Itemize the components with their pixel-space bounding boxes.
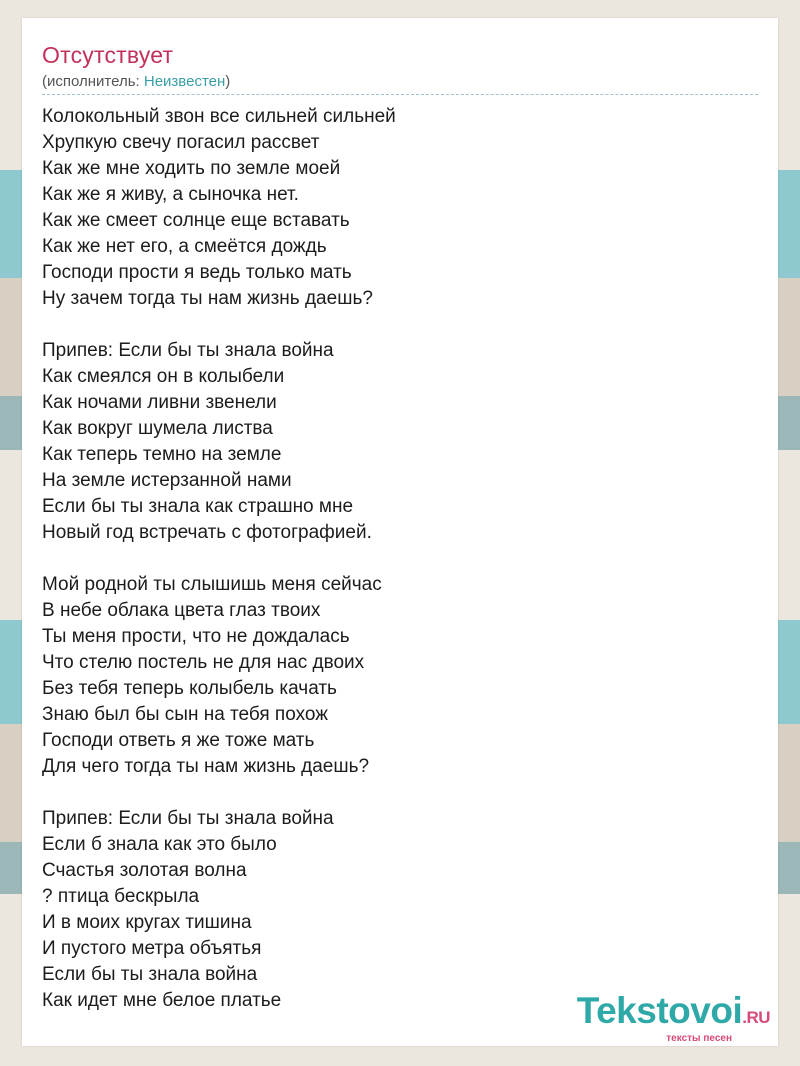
lyric-line: Как идет мне белое платье xyxy=(42,990,282,1011)
logo-main-text: Tekstovoi xyxy=(576,990,743,1031)
lyric-line: Колокольный звон все сильней сильней xyxy=(42,106,396,127)
logo-wordmark xyxy=(577,992,770,1037)
artist-line xyxy=(42,73,230,90)
lyric-line: Если бы ты знала война xyxy=(42,964,258,985)
lyric-line: На земле истерзанной нами xyxy=(42,470,292,491)
lyric-line: Мой родной ты слышишь меня сейчас xyxy=(42,574,382,595)
song-title: Отсутствует xyxy=(42,42,174,68)
lyrics-body xyxy=(42,104,396,1014)
lyric-line: Как же смеет солнце еще вставать xyxy=(42,210,350,231)
lyric-line: Счастья золотая волна xyxy=(42,860,247,881)
lyric-line: Новый год встречать с фотографией. xyxy=(42,522,372,543)
lyric-line: Как же нет его, а смеётся дождь xyxy=(42,236,327,257)
lyric-line: Как смеялся он в колыбели xyxy=(42,366,285,387)
artist-prefix: (исполнитель: xyxy=(42,73,144,90)
stanza-gap xyxy=(42,780,396,806)
logo-tld: .RU xyxy=(742,1008,770,1027)
lyric-line: Припев: Если бы ты знала война xyxy=(42,340,334,361)
lyric-line: Знаю был бы сын на тебя похож xyxy=(42,704,328,725)
lyric-line: Как ночами ливни звенели xyxy=(42,392,277,413)
lyric-line: Господи прости я ведь только мать xyxy=(42,262,352,283)
logo-subtitle: тексты песен xyxy=(666,1033,732,1044)
lyric-line: И в моих кругах тишина xyxy=(42,912,252,933)
lyric-line: В небе облака цвета глаз твоих xyxy=(42,600,321,621)
lyric-line: И пустого метра объятья xyxy=(42,938,262,959)
lyric-line: Что стелю постель не для нас двоих xyxy=(42,652,365,673)
artist-suffix: ) xyxy=(225,73,231,90)
lyric-line: Ну зачем тогда ты нам жизнь даешь? xyxy=(42,288,373,309)
artist-link[interactable]: Неизвестен xyxy=(143,73,226,90)
lyric-line: Если бы ты знала как страшно мне xyxy=(42,496,354,517)
site-logo[interactable] xyxy=(577,992,770,1044)
stanza-gap xyxy=(42,546,396,572)
lyric-line: Как теперь темно на земле xyxy=(42,444,282,465)
lyric-line: Как же я живу, а сыночка нет. xyxy=(42,184,299,205)
lyric-line: Как же мне ходить по земле моей xyxy=(42,158,341,179)
stanza-gap xyxy=(42,312,396,338)
lyric-line: Хрупкую свечу погасил рассвет xyxy=(42,132,320,153)
lyric-line: ? птица бескрыла xyxy=(42,886,200,907)
lyric-line: Без тебя теперь колыбель качать xyxy=(42,678,337,699)
lyrics-card xyxy=(22,18,778,1046)
lyric-line: Как вокруг шумела листва xyxy=(42,418,273,439)
lyric-line: Если б знала как это было xyxy=(42,834,277,855)
title-divider xyxy=(42,94,758,95)
lyric-line: Для чего тогда ты нам жизнь даешь? xyxy=(42,756,370,777)
lyric-line: Припев: Если бы ты знала война xyxy=(42,808,334,829)
lyric-line: Господи ответь я же тоже мать xyxy=(42,730,315,751)
lyric-line: Ты меня прости, что не дождалась xyxy=(42,626,350,647)
